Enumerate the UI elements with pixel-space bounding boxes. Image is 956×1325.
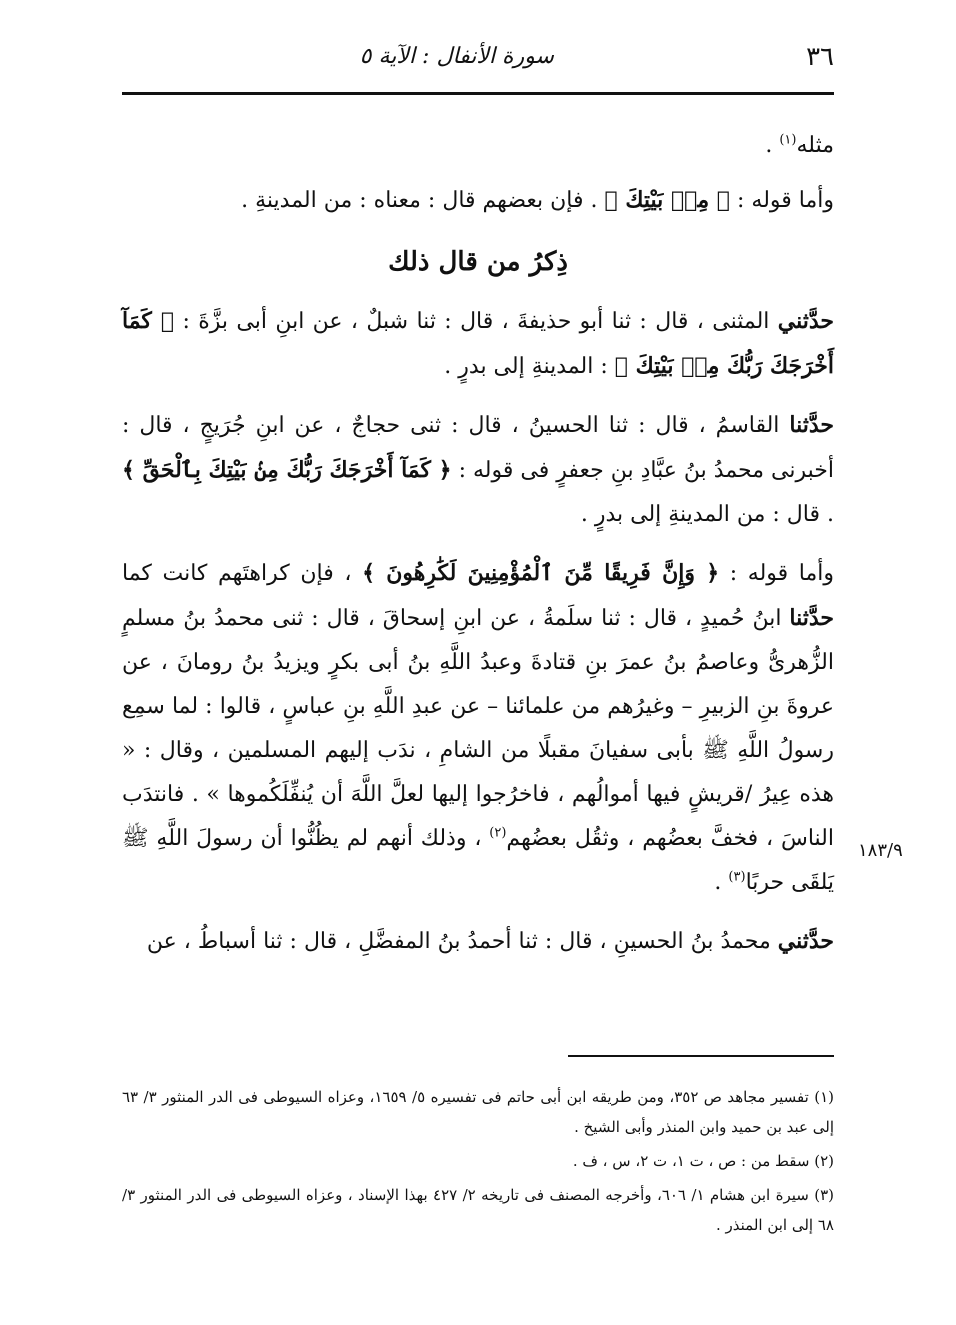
text: مثله [796,133,834,158]
paragraph-2 [122,178,834,223]
section-heading: ذِكرُ من قال ذلك [388,247,568,277]
footnote-rule [568,1055,834,1057]
paragraph-3 [122,299,834,389]
text: وأما قوله : [730,188,834,213]
text: ، وذلك أنهم لم يظُنُّوا أن رسولَ اللَّهِ ﷺ يَلقَى حربًا [122,826,834,895]
paragraph-4 [122,403,834,537]
footnotes [122,1082,834,1244]
text: . [714,870,729,895]
footnote-ref[interactable]: (١) [779,132,797,148]
page-header [122,40,834,86]
running-title: سورة الأنفال : الآية ٥ [359,44,554,69]
footnote-ref[interactable]: (٢) [489,825,507,841]
footnote-1: (١) تفسير مجاهد ص ٣٥٢، ومن طريقه ابن أبى حاتم فى تفسيره ٥/ ١٦٥٩، وعزاه السيوطى فى الدر المنثور ٣/ ٦٣ إلى عبد بن حميد وابن المنذر وأبى الشيخ . [122,1088,834,1136]
text: . قال : من المدينةِ إلى بدرٍ . [580,502,834,527]
page-number: ٣٦ [806,42,834,72]
text: . [765,133,780,158]
quran-quote: ﴿ وَإِنَّ فَرِيقًا مِّنَ ٱلْمُؤْمِنِينَ لَكَٰرِهُونَ ﴾ [362,560,720,586]
text: وأما قوله : [719,561,834,586]
quran-quote: ﴿ كَمَآ أَخْرَجَكَ رَبُّكَ مِنۢ بَيْتِكَ بِٱلْحَقِّ ﴾ [122,457,452,483]
narration-lead: حدَّثنا [789,412,834,438]
narration-lead: حدَّثنا [789,605,834,631]
text: القاسمُ ، قال : ثنا الحسينُ ، قال : ثنى حجاجٌ ، عن ابنِ جُرَيجٍ ، قال : أخبرنى محمدُ بنُ عبَّادِ بنِ جعفرٍ فى قوله : [122,413,834,483]
narration-lead: حدَّثني [777,308,834,334]
paragraph-1 [122,124,834,168]
text: ، فإن كراهتَهم كانت كما [122,561,363,586]
margin-reference: ١٨٣/٩ [858,840,903,861]
text: المثنى ، قال : ثنا أبو حذيفةَ ، قال : ثنا شبلٌ ، عن ابنِ أبى بزَّةَ : [174,309,778,334]
footnote-2: (٢) سقط من : ص ، ت ١، ت ٢، س ، ف . [572,1152,834,1170]
paragraph-6 [122,919,834,964]
footnote-ref[interactable]: (٣) [728,869,746,885]
paragraph-5 [122,551,834,905]
text: : المدينةِ إلى بدرٍ . [444,354,615,379]
text: ابنُ حُميدٍ ، قال : ثنا سلَمةُ ، عن ابنِ إسحاقَ ، قال : ثنى محمدُ بنُ مسلمٍ الزُّهرىُّ وعاصمُ بنُ عمرَ بنِ قتادةَ وعبدُ اللَّهِ بنُ أبى بكرٍ ويزيدُ بنُ رومانَ ، عن عروةَ بنِ الزبيرِ – وغيرُهم من علمائنا – عن عبدِ اللَّهِ بنِ عباسٍ ، قالوا : لما سمِع رسولُ اللَّهِ ﷺ بأبى سفيانَ مقبلًا من الشامِ ، ندَب إليهم المسلمين ، وقال : « هذه عِيرُ /قريشٍ فيها أموالُهم ، فاخرُجوا إليها لعلَّ اللَّهَ أن يُنفِّلَكُموها » . فانتدَب الناسَ ، فخفَّ بعضُهم ، وثقُل بعضُهم [122,606,834,851]
narration-lead: حدَّثني [777,928,834,954]
header-rule [122,92,834,95]
main-text [122,124,834,978]
footnote-3: (٣) سيرة ابن هشام ١/ ٦٠٦، وأخرجه المصنف فى تاريخه ٢/ ٤٢٧ بهذا الإسناد ، وعزاه السيوطى فى الدر المنثور ٣/ ٦٨ إلى ابن المنذر . [122,1186,834,1234]
quran-quote: ﴿ كَمَآ أَخْرَجَكَ رَبُّكَ مِنۢ بَيْتِكَ ﴾ [122,308,834,379]
text: محمدُ بنُ الحسينِ ، قال : ثنا أحمدُ بنُ المفضَّلِ ، قال : ثنا أسباطُ ، عن [146,929,778,954]
quran-quote: ﴿ مِنۢ بَيْتِكَ ﴾ [604,187,730,213]
text: . فإن بعضهم قال : معناه : من المدينةِ . [241,188,605,213]
